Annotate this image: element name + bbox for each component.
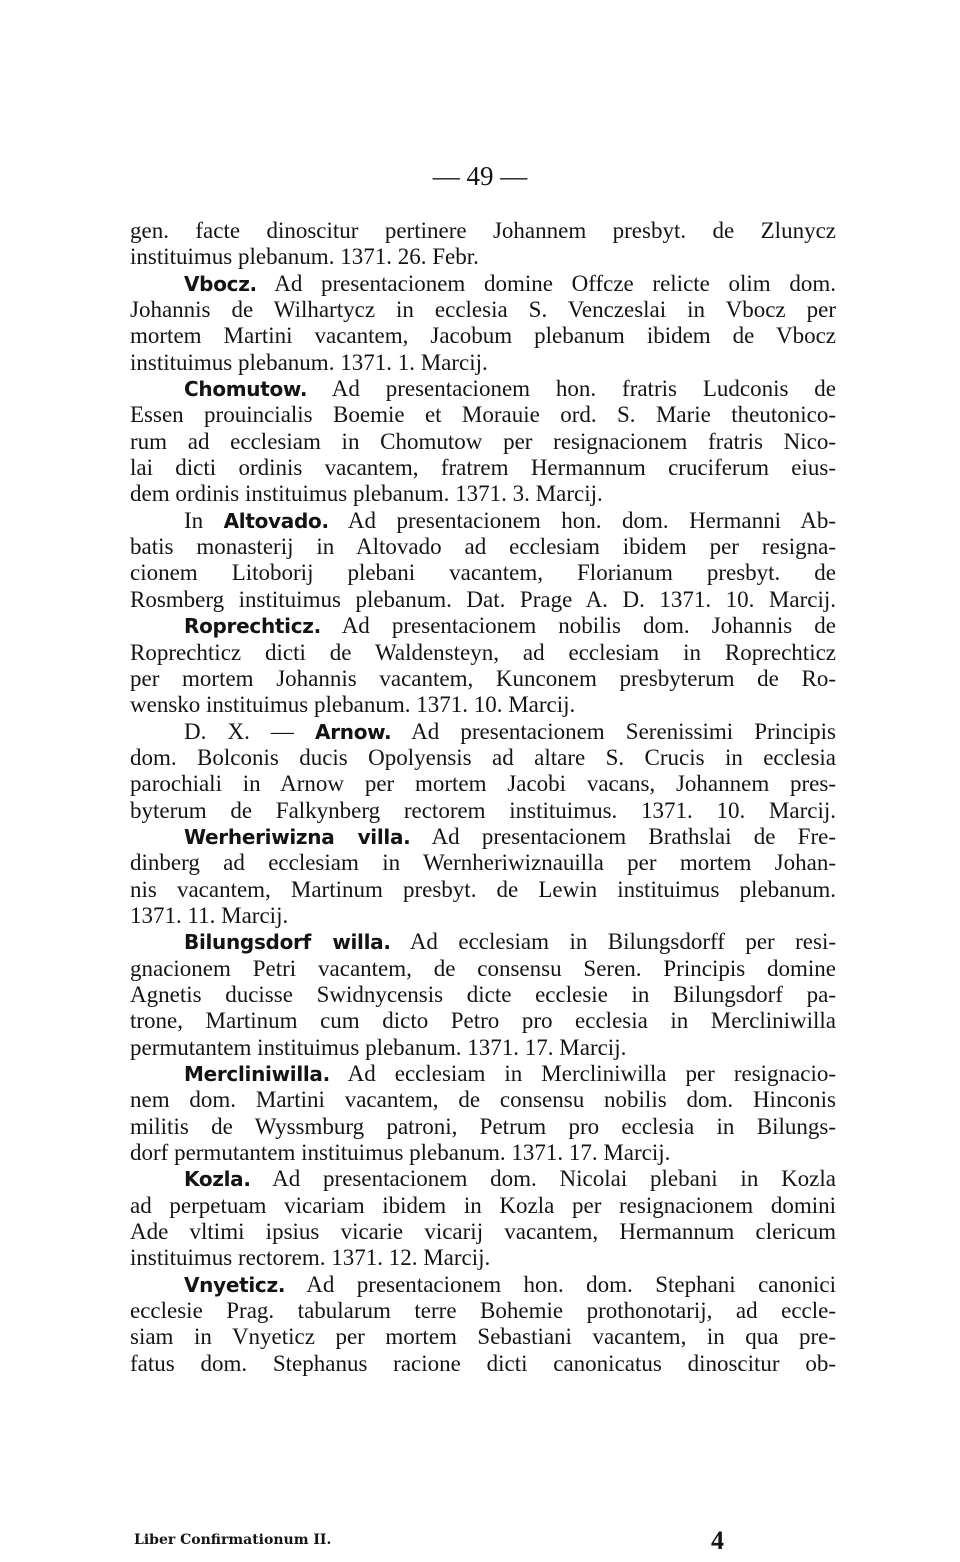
- entry-heading: Arnow.: [315, 719, 392, 744]
- text-run: ad perpetuam vicariam ibidem in Kozla per resignacionem domini: [130, 1192, 836, 1218]
- text-line: [130, 798, 836, 824]
- text-line: [130, 1351, 836, 1377]
- text-line: [130, 402, 836, 428]
- text-line: [130, 1219, 836, 1245]
- text-line: [130, 1166, 836, 1192]
- text-run: parochiali in Arnow per mortem Jacobi vacans, Johannem pres-: [130, 771, 836, 797]
- text-run: Essen prouincialis Boemie et Morauie ord. S. Marie theutonico-: [130, 402, 836, 428]
- text-run: Agnetis ducisse Swidnycensis dicte ecclesie in Bilungsdorf pa-: [130, 981, 836, 1007]
- text-run: wensko instituimus plebanum. 1371. 10. Marcij.: [130, 692, 576, 718]
- text-line: [130, 534, 836, 560]
- text-run: Roprechticz dicti de Waldensteyn, ad ecclesiam in Roprechticz: [130, 639, 836, 665]
- text-run: ecclesie Prag. tabularum terre Bohemie prothonotarij, ad eccle-: [130, 1298, 836, 1324]
- text-run: Ad presentacionem hon. dom. Stephani canonici: [285, 1271, 836, 1297]
- text-run: dem ordinis instituimus plebanum. 1371. 3. Marcij.: [130, 481, 603, 507]
- text-line: [130, 218, 836, 244]
- text-line: [130, 508, 836, 534]
- text-run: dom. Bolconis ducis Opolyensis ad altare S. Crucis in ecclesia: [130, 744, 836, 770]
- text-run: dorf permutantem instituimus plebanum. 1371. 17. Marcij.: [130, 1140, 671, 1166]
- text-line: [130, 1298, 836, 1324]
- text-run: dinberg ad ecclesiam in Wernheriwiznauilla per mortem Johan-: [130, 850, 836, 876]
- text-line: [130, 350, 836, 376]
- entry-heading: Vbocz.: [184, 271, 257, 296]
- entry-heading: Werheriwizna villa.: [184, 824, 411, 849]
- text-run: mortem Martini vacantem, Jacobum plebanum ibidem de Vbocz: [130, 323, 836, 349]
- text-line: [130, 376, 836, 402]
- text-run: Ad presentacionem nobilis dom. Johannis de: [320, 613, 836, 639]
- text-line: [130, 297, 836, 323]
- text-run: Ad ecclesiam in Mercliniwilla per resignacio-: [329, 1061, 836, 1086]
- text-line: [130, 1008, 836, 1034]
- entry-heading: Chomutow.: [184, 377, 308, 402]
- text-run: gen. facte dinoscitur pertinere Johannem presbyt. de Zlunycz: [130, 218, 836, 243]
- text-run: Ad presentacionem Brathslai de Fre-: [410, 823, 837, 849]
- text-run: instituimus rectorem. 1371. 12. Marcij.: [130, 1245, 491, 1271]
- text-run: fatus dom. Stephanus racione dicti canonicatus dinoscitur ob-: [130, 1350, 836, 1376]
- text-run: trone, Martinum cum dicto Petro pro ecclesia in Mercliniwilla: [130, 1008, 836, 1034]
- text-line: [130, 244, 836, 270]
- text-line: [130, 1193, 836, 1219]
- text-run: nis vacantem, Martinum presbyt. de Lewin instituimus plebanum.: [130, 876, 836, 902]
- text-line: [130, 877, 836, 903]
- entry-heading: Vnyeticz.: [184, 1272, 286, 1297]
- page-footer: [130, 1526, 836, 1556]
- text-run: In: [184, 507, 224, 533]
- text-run: nem dom. Martini vacantem, de consensu nobilis dom. Hinconis: [130, 1087, 836, 1113]
- text-run: lai dicti ordinis vacantem, fratrem Hermannum cruciferum eius-: [130, 455, 836, 481]
- text-line: [130, 666, 836, 692]
- text-line: [130, 903, 836, 929]
- signature-number: 4: [711, 1526, 724, 1555]
- text-line: [130, 323, 836, 349]
- text-run: permutantem instituimus plebanum. 1371. 17. Marcij.: [130, 1034, 627, 1060]
- entry-heading: Kozla.: [184, 1167, 251, 1192]
- text-run: Ad presentacionem Serenissimi Principis: [391, 718, 836, 744]
- text-run: Ad ecclesiam in Bilungsdorff per resi-: [390, 929, 836, 955]
- text-line: [130, 271, 836, 297]
- text-line: [130, 455, 836, 481]
- text-line: [130, 745, 836, 771]
- text-run: gnacionem Petri vacantem, de consensu Seren. Principis domine: [130, 955, 836, 981]
- text-line: [130, 613, 836, 639]
- text-run: siam in Vnyeticz per mortem Sebastiani vacantem, in qua pre-: [130, 1324, 836, 1350]
- text-line: [130, 1140, 836, 1166]
- text-line: [130, 956, 836, 982]
- text-line: [130, 1272, 836, 1298]
- page-number: — 49 —: [432, 161, 528, 191]
- text-run: 1371. 11. Marcij.: [130, 902, 289, 928]
- text-run: Johannis de Wilhartycz in ecclesia S. Venczeslai in Vbocz per: [130, 297, 836, 323]
- text-run: Ad presentacionem domine Offcze relicte olim dom.: [256, 270, 836, 296]
- entry-heading: Altovado.: [223, 508, 329, 533]
- text-line: [130, 429, 836, 455]
- text-line: [130, 560, 836, 586]
- text-run: instituimus plebanum. 1371. 1. Marcij.: [130, 349, 488, 375]
- text-run: rum ad ecclesiam in Chomutow per resignacionem fratris Nico-: [130, 428, 836, 454]
- text-line: [130, 1061, 836, 1087]
- document-body: [130, 218, 836, 1377]
- text-run: Ad presentacionem hon. dom. Hermanni Ab-: [328, 507, 836, 533]
- text-line: [130, 929, 836, 955]
- text-run: per mortem Johannis vacantem, Kunconem presbyterum de Ro-: [130, 665, 836, 691]
- printer-signature: Liber Confirmationum II.: [134, 1532, 332, 1548]
- text-run: Ad presentacionem dom. Nicolai plebani in Kozla: [250, 1166, 836, 1192]
- entry-heading: Roprechticz.: [184, 614, 321, 639]
- text-line: [130, 824, 836, 850]
- text-line: [130, 1114, 836, 1140]
- text-line: [130, 719, 836, 745]
- text-run: D. X. —: [184, 718, 316, 744]
- text-run: militis de Wyssmburg patroni, Petrum pro ecclesia in Bilungs-: [130, 1113, 836, 1139]
- text-line: [130, 481, 836, 507]
- text-line: [130, 771, 836, 797]
- text-line: [130, 1035, 836, 1061]
- text-line: [130, 850, 836, 876]
- text-run: byterum de Falkynberg rectorem instituimus. 1371. 10. Marcij.: [130, 797, 836, 823]
- text-line: [130, 982, 836, 1008]
- text-line: [130, 587, 836, 613]
- text-line: [130, 692, 836, 718]
- text-run: Ade vltimi ipsius vicarie vicarij vacantem, Hermannum clericum: [130, 1219, 836, 1245]
- entry-heading: Mercliniwilla.: [184, 1062, 330, 1086]
- text-run: batis monasterij in Altovado ad ecclesiam ibidem per resigna-: [130, 534, 836, 560]
- text-run: cionem Litoborij plebani vacantem, Florianum presbyt. de: [130, 560, 836, 586]
- text-run: Ad presentacionem hon. fratris Ludconis de: [307, 376, 836, 402]
- text-run: Rosmberg instituimus plebanum. Dat. Prage A. D. 1371. 10. Marcij.: [130, 586, 836, 612]
- text-line: [130, 640, 836, 666]
- text-run: instituimus plebanum. 1371. 26. Febr.: [130, 244, 479, 270]
- entry-heading: Bilungsdorf willa.: [184, 930, 391, 955]
- text-line: [130, 1087, 836, 1113]
- text-line: [130, 1245, 836, 1271]
- text-line: [130, 1324, 836, 1350]
